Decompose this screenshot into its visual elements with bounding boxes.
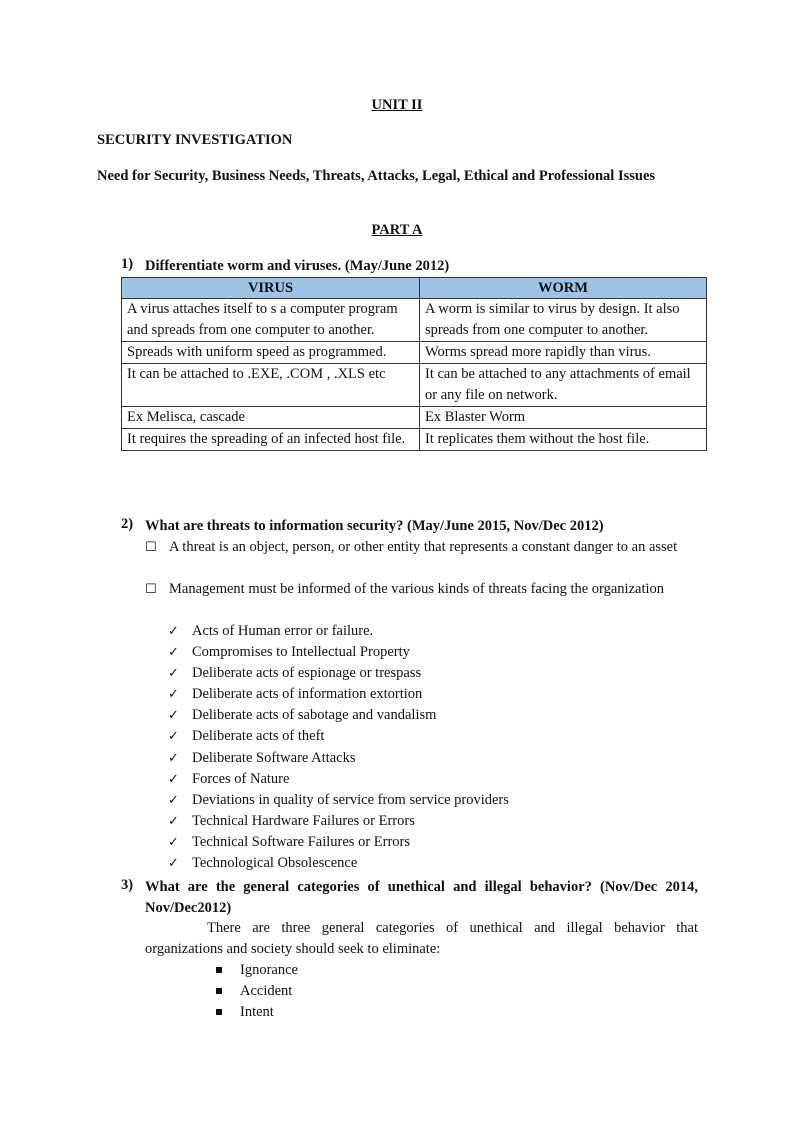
- checkmark-icon: ✓: [168, 750, 179, 766]
- list-item: [145, 537, 698, 558]
- list-item: [168, 748, 509, 769]
- list-item: [168, 684, 509, 705]
- table-header-row: [122, 278, 707, 299]
- list-item: [168, 853, 509, 874]
- question-number: 1): [121, 256, 134, 272]
- checkmark-icon: ✓: [168, 687, 179, 703]
- answer-paragraph: There are three general categories of unethical and illegal behavior that organizations and society should seek to eliminate:: [145, 920, 698, 957]
- question-number: 3): [121, 877, 134, 893]
- list-item-text: Management must be informed of the various kinds of threats facing the organization: [169, 581, 665, 597]
- list-item-text: A threat is an object, person, or other entity that represents a constant danger to an asset: [169, 539, 678, 555]
- table-cell: Worms spread more rapidly than virus.: [420, 342, 707, 364]
- list-item: [168, 832, 509, 853]
- question-text: Differentiate worm and viruses. (May/June 2012): [145, 258, 450, 274]
- question-number: 2): [121, 516, 134, 532]
- table-row: [122, 429, 707, 451]
- category-list: [216, 960, 298, 1023]
- table-cell: It replicates them without the host file.: [420, 429, 707, 451]
- section-subtitle: Need for Security, Business Needs, Threats, Attacks, Legal, Ethical and Professional Issues: [97, 168, 656, 184]
- table-cell: It requires the spreading of an infected host file.: [122, 429, 420, 451]
- table-cell: A worm is similar to virus by design. It also spreads from one computer to another.: [420, 299, 707, 342]
- checkmark-icon: ✓: [168, 813, 179, 829]
- list-item: [145, 579, 698, 600]
- list-item-text: Technological Obsolescence: [192, 855, 358, 872]
- list-item-text: Accident: [240, 983, 293, 1000]
- list-item: [168, 663, 509, 684]
- list-item-text: Deviations in quality of service from service providers: [192, 791, 509, 808]
- checkmark-icon: ✓: [168, 666, 179, 682]
- unit-title: UNIT II: [371, 97, 423, 113]
- list-item-text: Deliberate Software Attacks: [192, 749, 356, 766]
- list-item-text: Deliberate acts of sabotage and vandalism: [192, 707, 437, 724]
- square-bullet-icon: [216, 967, 222, 973]
- list-item-text: Technical Software Failures or Errors: [192, 833, 411, 850]
- part-title: PART A: [371, 222, 423, 238]
- list-item: [168, 769, 509, 790]
- list-item-text: Acts of Human error or failure.: [192, 623, 374, 639]
- question-text: What are threats to information security? (May/June 2015, Nov/Dec 2012): [145, 518, 604, 534]
- checkmark-icon: ✓: [168, 729, 179, 745]
- checkmark-icon: ✓: [168, 792, 179, 808]
- list-item-text: Forces of Nature: [192, 770, 290, 787]
- list-item-text: Deliberate acts of information extortion: [192, 686, 423, 703]
- list-item: [168, 790, 509, 811]
- checkmark-icon: ✓: [168, 856, 179, 872]
- list-item-text: Technical Hardware Failures or Errors: [192, 812, 415, 829]
- table-row: [122, 407, 707, 429]
- list-item: [216, 960, 298, 981]
- table-cell: Ex Blaster Worm: [420, 407, 707, 429]
- checkmark-icon: ✓: [168, 708, 179, 724]
- list-item: [168, 642, 509, 663]
- list-item: [216, 981, 298, 1002]
- square-bullet-icon: ☐: [145, 540, 157, 555]
- square-bullet-icon: ☐: [145, 582, 157, 597]
- table-cell: Spreads with uniform speed as programmed.: [122, 342, 420, 364]
- table-row: [122, 342, 707, 364]
- threat-list: [168, 621, 509, 874]
- list-item: [216, 1002, 298, 1023]
- table-cell: A virus attaches itself to s a computer program and spreads from one computer to another.: [122, 299, 420, 342]
- column-header-virus: VIRUS: [122, 278, 420, 299]
- list-item-text: Deliberate acts of espionage or trespass: [192, 665, 422, 682]
- checkmark-icon: ✓: [168, 624, 179, 639]
- table-row: [122, 299, 707, 342]
- checkmark-icon: ✓: [168, 834, 179, 850]
- list-item-text: Compromises to Intellectual Property: [192, 644, 410, 661]
- square-bullet-icon: [216, 988, 222, 994]
- list-item-text: Ignorance: [240, 962, 298, 978]
- comparison-table: [121, 277, 707, 451]
- section-title: SECURITY INVESTIGATION: [97, 132, 293, 148]
- list-item: [168, 811, 509, 832]
- table-cell: Ex Melisca, cascade: [122, 407, 420, 429]
- table-cell: It can be attached to .EXE, .COM , .XLS etc: [122, 364, 420, 407]
- list-item-text: Deliberate acts of theft: [192, 728, 325, 745]
- list-item-text: Intent: [240, 1004, 274, 1021]
- table-row: [122, 364, 707, 407]
- list-item: [168, 621, 509, 642]
- list-item: [168, 726, 509, 747]
- table-cell: It can be attached to any attachments of email or any file on network.: [420, 364, 707, 407]
- checkmark-icon: ✓: [168, 645, 179, 661]
- question-text: What are the general categories of unethical and illegal behavior? (Nov/Dec 2014, Nov/Dec2012): [145, 879, 698, 916]
- column-header-worm: WORM: [420, 278, 707, 299]
- list-item: [168, 705, 509, 726]
- checkmark-icon: ✓: [168, 771, 179, 787]
- square-bullet-icon: [216, 1009, 222, 1015]
